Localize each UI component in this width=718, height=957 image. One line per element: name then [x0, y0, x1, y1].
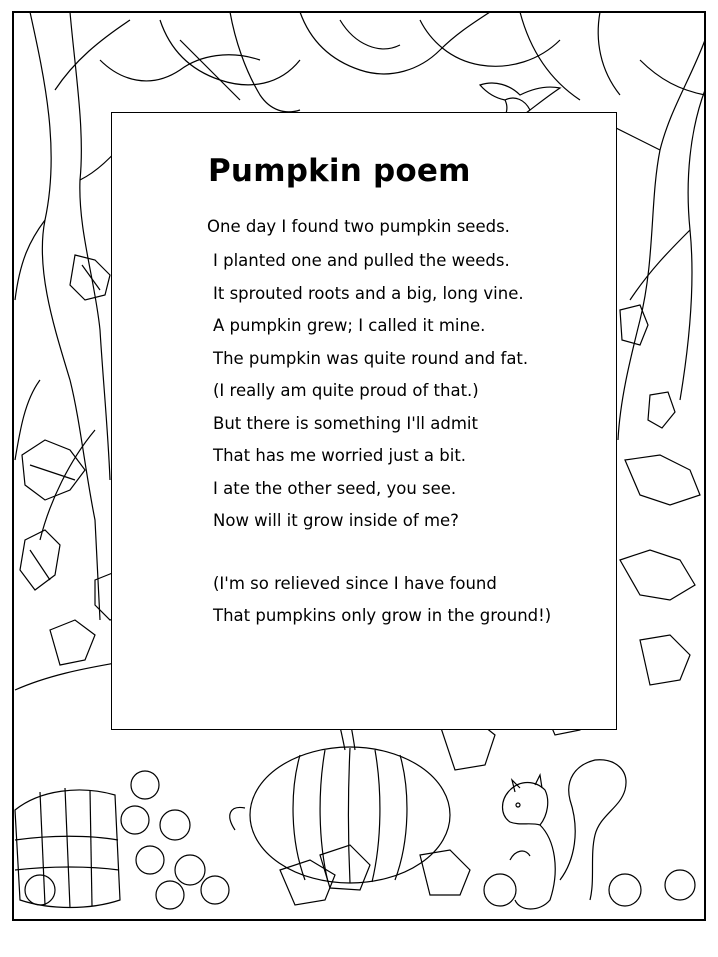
poem-title: Pumpkin poem — [208, 153, 471, 189]
poem-body — [207, 217, 607, 639]
poem-line: That has me worried just a bit. — [213, 446, 467, 465]
poem-line: It sprouted roots and a big, long vine. — [213, 283, 524, 303]
poem-line: Now will it grow inside of me? — [213, 511, 459, 530]
top-branches-illustration — [180, 12, 620, 112]
poem-stanza-break — [213, 544, 607, 574]
poem-line: But there is something I'll admit — [213, 413, 478, 433]
vine-leaves-illustration — [280, 845, 470, 905]
poem-panel — [111, 112, 617, 730]
poem-line: (I really am quite proud of that.) — [213, 381, 479, 400]
squirrel-illustration — [503, 760, 626, 909]
apple-basket-illustration — [15, 788, 120, 908]
poem-line: (I'm so relieved since I have found — [213, 573, 497, 593]
poem-line: I planted one and pulled the weeds. — [213, 251, 510, 270]
poem-line: A pumpkin grew; I called it mine. — [213, 316, 486, 335]
poem-line: I ate the other seed, you see. — [213, 478, 457, 498]
poem-line: The pumpkin was quite round and fat. — [213, 348, 529, 368]
poem-line: One day I found two pumpkin seeds. — [207, 217, 510, 236]
poem-line: That pumpkins only grow in the ground!) — [213, 606, 552, 625]
